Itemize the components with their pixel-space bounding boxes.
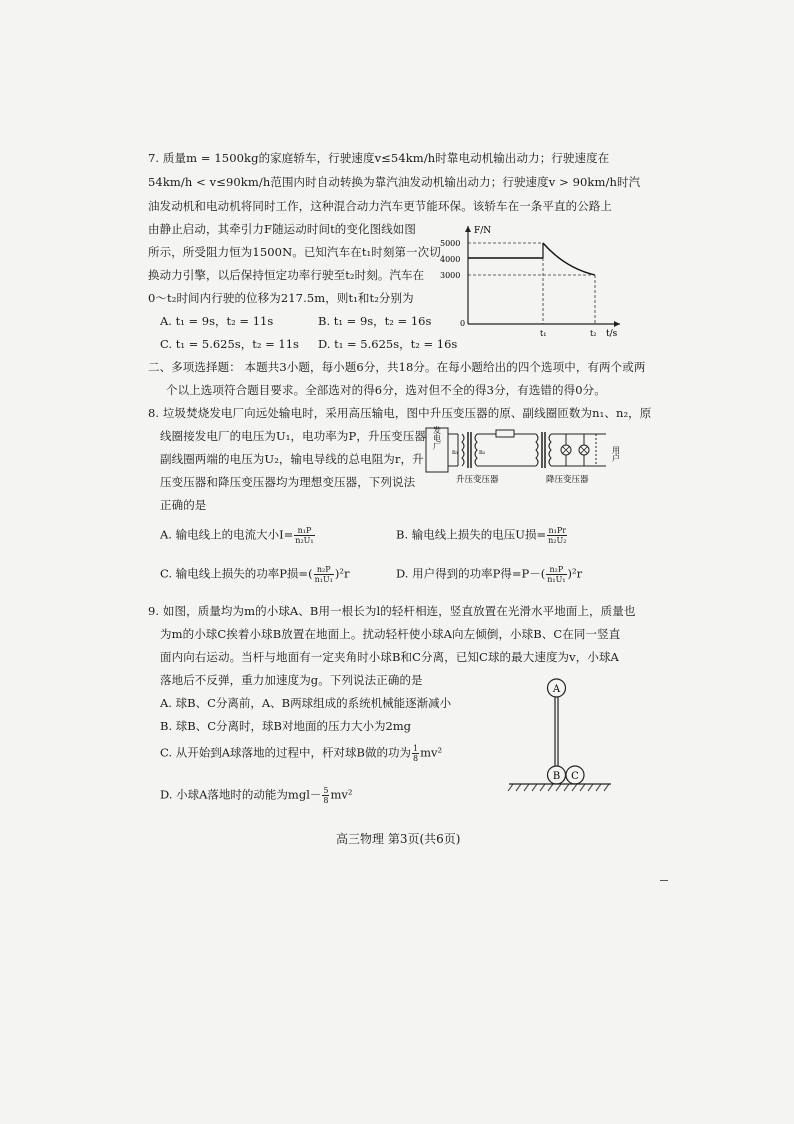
q8-line-5: 正确的是 [160, 498, 207, 512]
step-up-transformer-label: 升压变压器 [456, 475, 499, 485]
graph-xtick-t1: t₁ [540, 329, 547, 338]
q9-line-3: 面内向右运动。当杆与地面有一定夹角时小球B和C分离，已知C球的最大速度为v，小球A [160, 650, 619, 664]
transmission-diagram [424, 424, 634, 486]
q8-line-1: 8. 垃圾焚烧发电厂向远处输电时，采用高压输电，图中升压变压器的原、副线圈匝数为n₁、n₂，原 [148, 406, 652, 420]
q8-option-b: B. 输电线上损失的电压U损= $\frac{\text{n₁Pr}}{\text{n₂U₂}}$ [396, 526, 567, 545]
page-footer: 高三物理 第3页(共6页) [336, 832, 461, 846]
rod-balls-figure [505, 674, 615, 796]
n1-label: n₁ [452, 449, 459, 456]
graph-ytick-3000: 3000 [440, 271, 461, 280]
ground-hatching [508, 784, 609, 791]
q7-line-4: 由静止启动，其牵引力F随运动时间t的变化图线如图 [148, 222, 416, 236]
graph-xtick-t2: t₂ [590, 329, 597, 338]
q7-option-b: B. t₁ = 9s，t₂ = 16s [318, 314, 432, 328]
ball-a-label: A [552, 684, 561, 695]
q7-line-3: 油发动机和电动机将同时工作，这种混合动力汽车更节能环保。该轿车在一条平直的公路上 [148, 199, 612, 213]
q9-line-2: 为m的小球C挨着小球B放置在地面上。扰动轻杆使小球A向左倾倒，小球B、C在同一竖直 [160, 627, 621, 641]
q8-option-c: C. 输电线上损失的功率P损=( $\frac{\text{n₂P}}{\text{n₁U₁}}$ )²r [160, 565, 350, 584]
power-plant-label: 发电厂 [432, 426, 442, 450]
q9-option-c: C. 从开始到A球落地的过程中，杆对球B做的功为 $\frac{1}{8}$ mv² [160, 744, 443, 763]
q7-line-2: 54km/h < v≤90km/h范围内时自动转换为靠汽油发动机输出动力；行驶速度v > 90km/h时汽 [148, 175, 641, 189]
graph-x-axis-label: t/s [606, 329, 618, 339]
q7-option-a: A. t₁ = 9s，t₂ = 11s [160, 314, 274, 328]
q7-line-7: 0～t₂时间内行驶的位移为217.5m，则t₁和t₂分别为 [148, 291, 414, 305]
q7-option-d: D. t₁ = 5.625s，t₂ = 16s [318, 337, 458, 351]
step-down-transformer-label: 降压变压器 [546, 475, 589, 485]
graph-origin-label: 0 [460, 319, 466, 328]
graph-ytick-5000: 5000 [440, 239, 461, 248]
q8-line-4: 压变压器和降压变压器均为理想变压器，下列说法 [160, 475, 416, 489]
q7-line-6: 换动力引擎，以后保持恒定功率行驶至t₂时刻。汽车在 [148, 268, 425, 282]
graph-ytick-4000: 4000 [440, 255, 461, 264]
q9-option-b: B. 球B、C分离时，球B对地面的压力大小为2mg [160, 719, 412, 733]
graph-decreasing-force-curve [543, 243, 595, 275]
q7-line-5: 所示，所受阻力恒为1500N。已知汽车在t₁时刻第一次切 [148, 245, 441, 259]
user-label: 用户 [611, 446, 621, 462]
q8-line-3: 副线圈两端的电压为U₂，输电导线的总电阻为r，升 [160, 452, 424, 466]
ball-b-label: B [552, 771, 561, 782]
q9-option-a: A. 球B、C分离前，A、B两球组成的系统机械能逐渐减小 [160, 696, 452, 710]
q9-line-1: 9. 如图，质量均为m的小球A、B用一根长为l的轻杆相连，竖直放置在光滑水平地面上，质量也 [148, 604, 636, 618]
q7-option-c: C. t₁ = 5.625s，t₂ = 11s [160, 337, 299, 351]
graph-y-axis-label: F/N [474, 226, 492, 236]
q8-option-a: A. 输电线上的电流大小I= $\frac{\text{n₁P}}{\text{n₂U₁}}$ [160, 526, 314, 545]
section-2-instruction: 个以上选项符合题目要求。全部选对的得6分，选对但不全的得3分，有选错的得0分。 [166, 383, 606, 397]
q8-option-d: D. 用户得到的功率P得=P－( $\frac{\text{n₂P}}{\text{n₁U₁}}$ )²r [396, 565, 583, 584]
scan-speck [660, 880, 668, 881]
ball-c-label: C [571, 771, 579, 782]
q8-line-2: 线圈接发电厂的电压为U₁，电功率为P，升压变压器 [160, 429, 426, 443]
section-2-heading: 二、多项选择题： 本题共3小题，每小题6分，共18分。在每小题给出的四个选项中，有两个或两 [148, 360, 646, 374]
n2-label: n₂ [479, 449, 486, 456]
q9-option-d: D. 小球A落地时的动能为mgl－ $\frac{5}{8}$ mv² [160, 786, 353, 805]
q7-line-1: 7. 质量m = 1500kg的家庭轿车，行驶速度v≤54km/h时靠电动机输出动力；行驶速度在 [148, 151, 610, 165]
force-time-graph [430, 222, 630, 340]
line-resistor [496, 430, 514, 437]
q9-line-4: 落地后不反弹，重力加速度为g。下列说法正确的是 [160, 673, 423, 687]
